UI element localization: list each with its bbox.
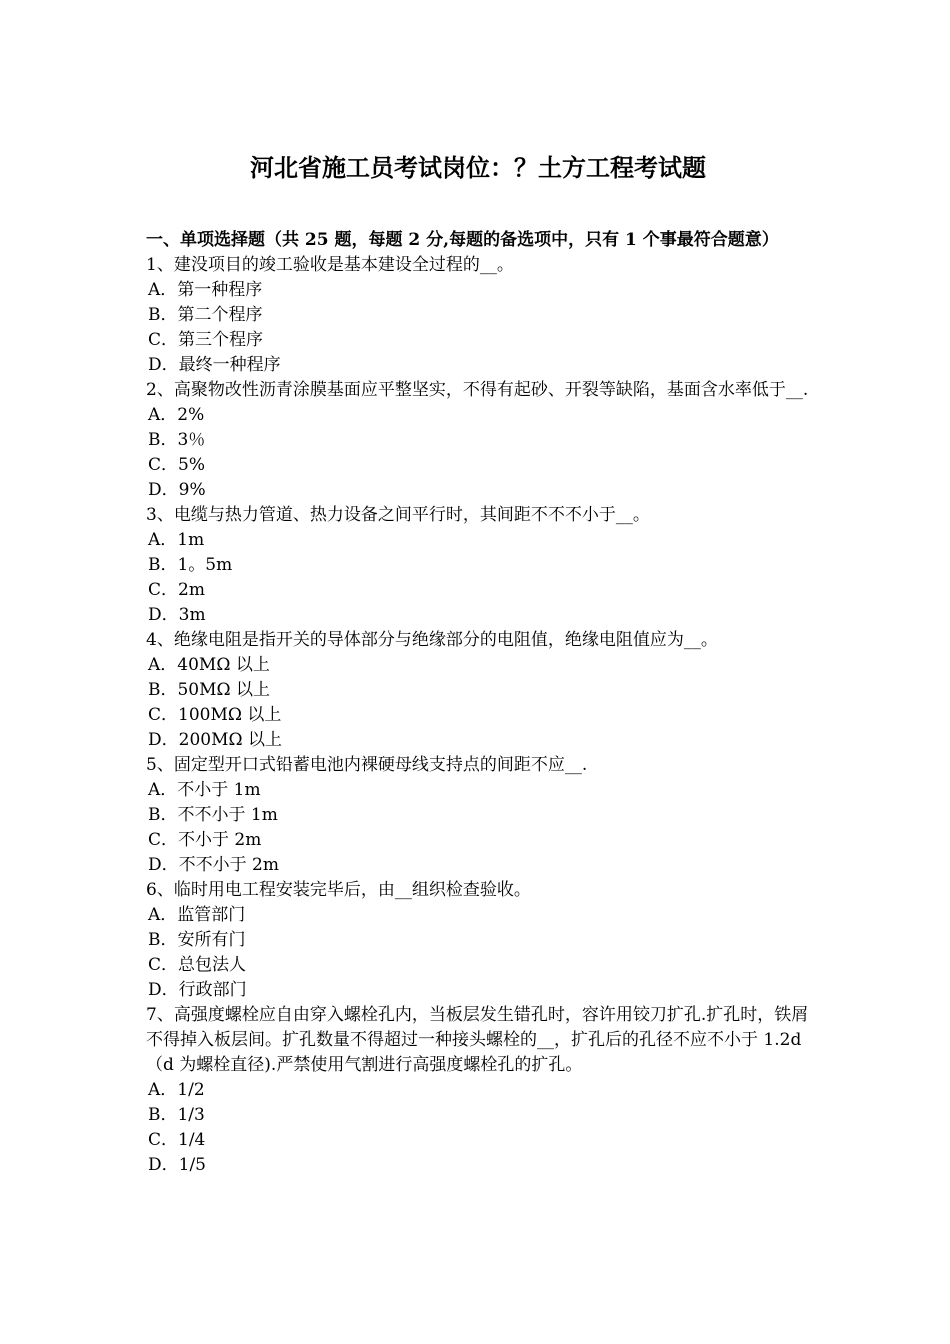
- question-text: 7、高强度螺栓应自由穿入螺栓孔内，当板层发生错孔时，容许用铰刀扩孔.扩孔时，铁屑不得掉入板层间。扩孔数量不得超过一种接头螺栓的__，扩孔后的孔径不应不小于 1.2d（d 为螺栓直径).严禁使用气割进行高强度螺栓孔的扩孔。: [146, 1005, 809, 1075]
- question-7: [146, 1003, 810, 1178]
- option-a: A．不小于 1m: [148, 780, 261, 800]
- question-text: 5、固定型开口式铅蓄电池内裸硬母线支持点的间距不应__.: [146, 755, 588, 775]
- option-a: A．第一种程序: [148, 280, 263, 300]
- section-heading: 一、单项选择题（共 25 题，每题 2 分,每题的备选项中，只有 1 个事最符合题意）: [146, 230, 779, 250]
- option-a: A．2%: [148, 405, 205, 425]
- option-d: D．200MΩ 以上: [148, 730, 282, 750]
- question-3: [146, 503, 810, 628]
- option-d: D．1/5: [148, 1155, 206, 1175]
- document-page: [146, 150, 810, 1178]
- option-d: D．9%: [148, 480, 206, 500]
- option-d: D．行政部门: [148, 980, 247, 1000]
- option-c: C．第三个程序: [148, 330, 264, 350]
- option-c: C．5%: [148, 455, 205, 475]
- question-6: [146, 878, 810, 1003]
- option-d: D．不不小于 2m: [148, 855, 279, 875]
- option-c: C．总包法人: [148, 955, 247, 975]
- option-d: D．最终一种程序: [148, 355, 281, 375]
- option-a: A．1/2: [148, 1080, 205, 1100]
- document-title: 河北省施工员考试岗位：？土方工程考试题: [250, 153, 706, 182]
- question-text: 6、临时用电工程安装完毕后，由__组织检查验收。: [146, 880, 531, 900]
- option-a: A．40MΩ 以上: [148, 655, 270, 675]
- option-b: B．1。5m: [148, 555, 233, 575]
- option-a: A．1m: [148, 530, 205, 550]
- option-b: B．1/3: [148, 1105, 205, 1125]
- option-a: A．监管部门: [148, 905, 246, 925]
- option-b: B．安所有门: [148, 930, 246, 950]
- question-text: 2、高聚物改性沥青涂膜基面应平整坚实，不得有起砂、开裂等缺陷，基面含水率低于__.: [146, 380, 809, 400]
- option-b: B．第二个程序: [148, 305, 263, 325]
- question-text: 4、绝缘电阻是指开关的导体部分与绝缘部分的电阻值，绝缘电阻值应为__。: [146, 630, 718, 650]
- option-c: C．1/4: [148, 1130, 206, 1150]
- question-text: 1、建没项目的竣工验收是基本建设全过程的__。: [146, 255, 514, 275]
- question-2: [146, 378, 810, 503]
- option-c: C．不小于 2m: [148, 830, 262, 850]
- option-b: B．50MΩ 以上: [148, 680, 271, 700]
- option-b: B．不不小于 1m: [148, 805, 278, 825]
- question-1: [146, 253, 810, 378]
- option-b: B．3％: [148, 430, 206, 450]
- question-text: 3、电缆与热力管道、热力设备之间平行时，其间距不不不小于__。: [146, 505, 650, 525]
- question-4: [146, 628, 810, 753]
- option-c: C．2m: [148, 580, 205, 600]
- question-5: [146, 753, 810, 878]
- option-c: C．100MΩ 以上: [148, 705, 282, 725]
- option-d: D．3m: [148, 605, 206, 625]
